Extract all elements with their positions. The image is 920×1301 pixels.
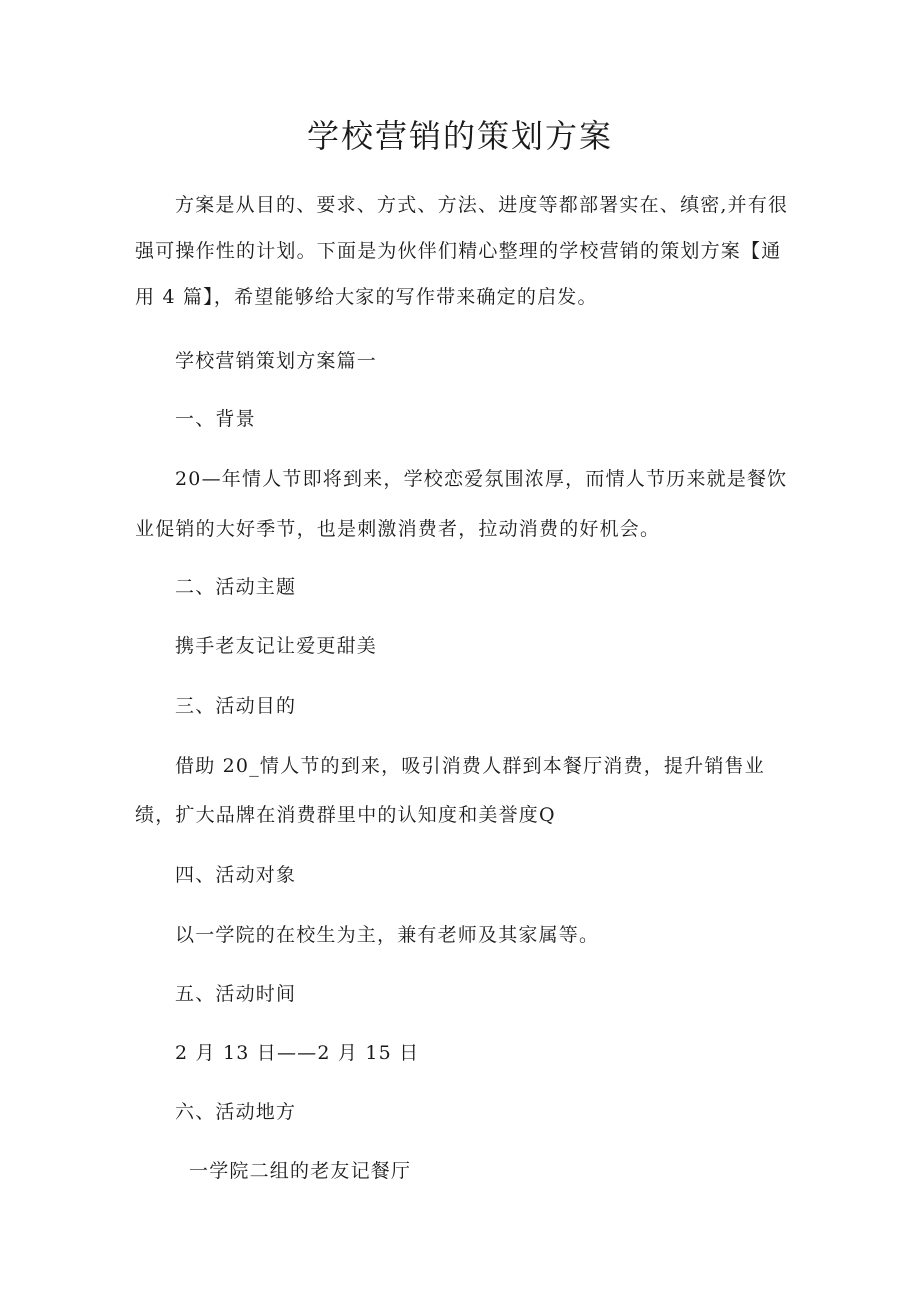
document-title: 学校营销的策划方案 [306,117,613,155]
target-text: 以一学院的在校生为主，兼有老师及其家属等。 [175,924,600,946]
target-heading: 四、活动对象 [175,864,297,886]
theme-text: 携手老友记让爱更甜美 [175,635,378,657]
background-heading: 一、背景 [175,408,256,430]
purpose-line-1: 借助 20_情人节的到来，吸引消费人群到本餐厅消费，提升销售业 [175,755,765,777]
location-heading: 六、活动地方 [175,1101,297,1123]
time-text: 2 月 13 日——2 月 15 日 [175,1042,420,1064]
purpose-line-2: 绩，扩大品牌在消费群里中的认知度和美誉度Q [135,804,556,826]
intro-line-3: 用 4 篇】，希望能够给大家的写作带来确定的启发。 [135,286,598,308]
purpose-heading: 三、活动目的 [175,695,297,717]
time-heading: 五、活动时间 [175,983,297,1005]
section-title: 学校营销策划方案篇一 [175,350,378,372]
intro-line-2: 强可操作性的计划。下面是为伙伴们精心整理的学校营销的策划方案【通 [135,240,782,262]
background-line-2: 业促销的大好季节，也是刺激消费者，拉动消费的好机会。 [135,518,661,540]
background-line-1: 20—年情人节即将到来，学校恋爱氛围浓厚，而情人节历来就是餐饮 [175,468,788,490]
theme-heading: 二、活动主题 [175,576,297,598]
location-text: 一学院二组的老友记餐厅 [189,1160,412,1182]
intro-line-1: 方案是从目的、要求、方式、方法、进度等都部署实在、缜密,并有很 [175,194,789,216]
